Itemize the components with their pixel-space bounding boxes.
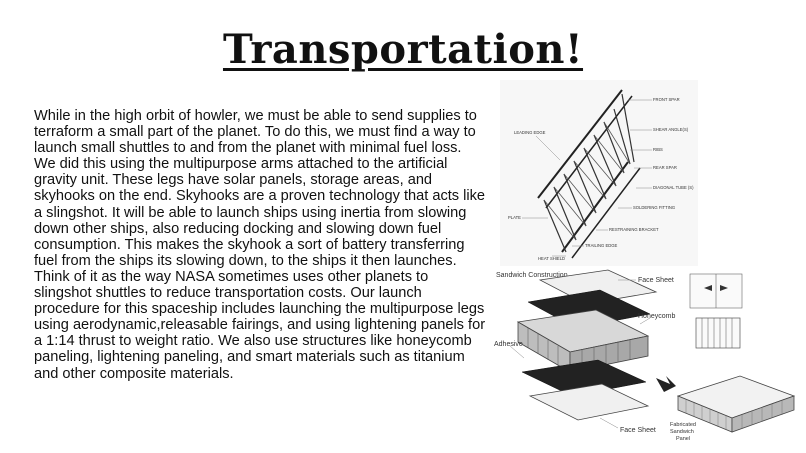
- wing-label: RIBS: [653, 147, 663, 152]
- sandwich-label: Sandwich: [670, 429, 694, 435]
- sandwich-label: Face Sheet: [638, 277, 674, 284]
- panel-detail-top: [690, 274, 742, 308]
- wing-label: FRONT SPAR: [653, 97, 680, 102]
- wing-label: REAR SPAR: [653, 165, 677, 170]
- wing-structure-diagram: [500, 80, 698, 266]
- page-title: Transportation!: [222, 26, 584, 73]
- wing-label: LEADING EDGE: [514, 130, 546, 135]
- sandwich-label: Adhesive: [494, 341, 523, 348]
- panel-detail-middle: [696, 318, 740, 348]
- body-paragraph: While in the high orbit of howler, we must be able to send supplies to terraform a small part of the planet. To do this, we must find a way to launch small shuttles to and from the planet with minimal fuel loss. We did this using the multipurpose arms attached to the artificial gravity unit. These legs have solar panels, storage areas, and skyhooks on the end. Skyhooks are a proven technology that acts like a slingshot. It will be able to launch ships using inertia from slowing down other ships, also reducing docking and slowing down fuel consumption. This makes the skyhook a sort of battery transferring fuel from the ships its slowing down, to the ships it then launches. Think of it as the way NASA sometimes uses other planets to slingshot shuttles to reduce transportation costs. Our launch procedure for this spaceship includes launching the multipurpose legs using aerodynamic,releasable fairings, and using lightening panels for a 1:14 thrust to weight ratio. We also use structures like honeycomb paneling, lightening paneling, and smart materials such as titanium and other composite materials.: [34, 108, 486, 382]
- sandwich-construction-diagram: [490, 268, 800, 450]
- wing-label: DIAGONAL TUBE (S): [653, 185, 694, 190]
- sandwich-label: Honeycomb: [638, 313, 676, 320]
- wing-label: SHEAR ANGLE(S): [653, 127, 689, 132]
- sandwich-label: Face Sheet: [620, 427, 656, 434]
- sandwich-label: Fabricated: [670, 422, 696, 428]
- wing-label: TRAILING EDGE: [585, 243, 618, 248]
- sandwich-label: Panel: [676, 436, 691, 442]
- wing-label: PLATE: [508, 215, 521, 220]
- wing-label: HEAT SHIELD: [538, 256, 566, 261]
- wing-label: RESTRAINING BRACKET: [609, 227, 659, 232]
- sandwich-label: Sandwich Construction: [496, 272, 568, 279]
- wing-label: SOLDERING FITTING: [633, 205, 676, 210]
